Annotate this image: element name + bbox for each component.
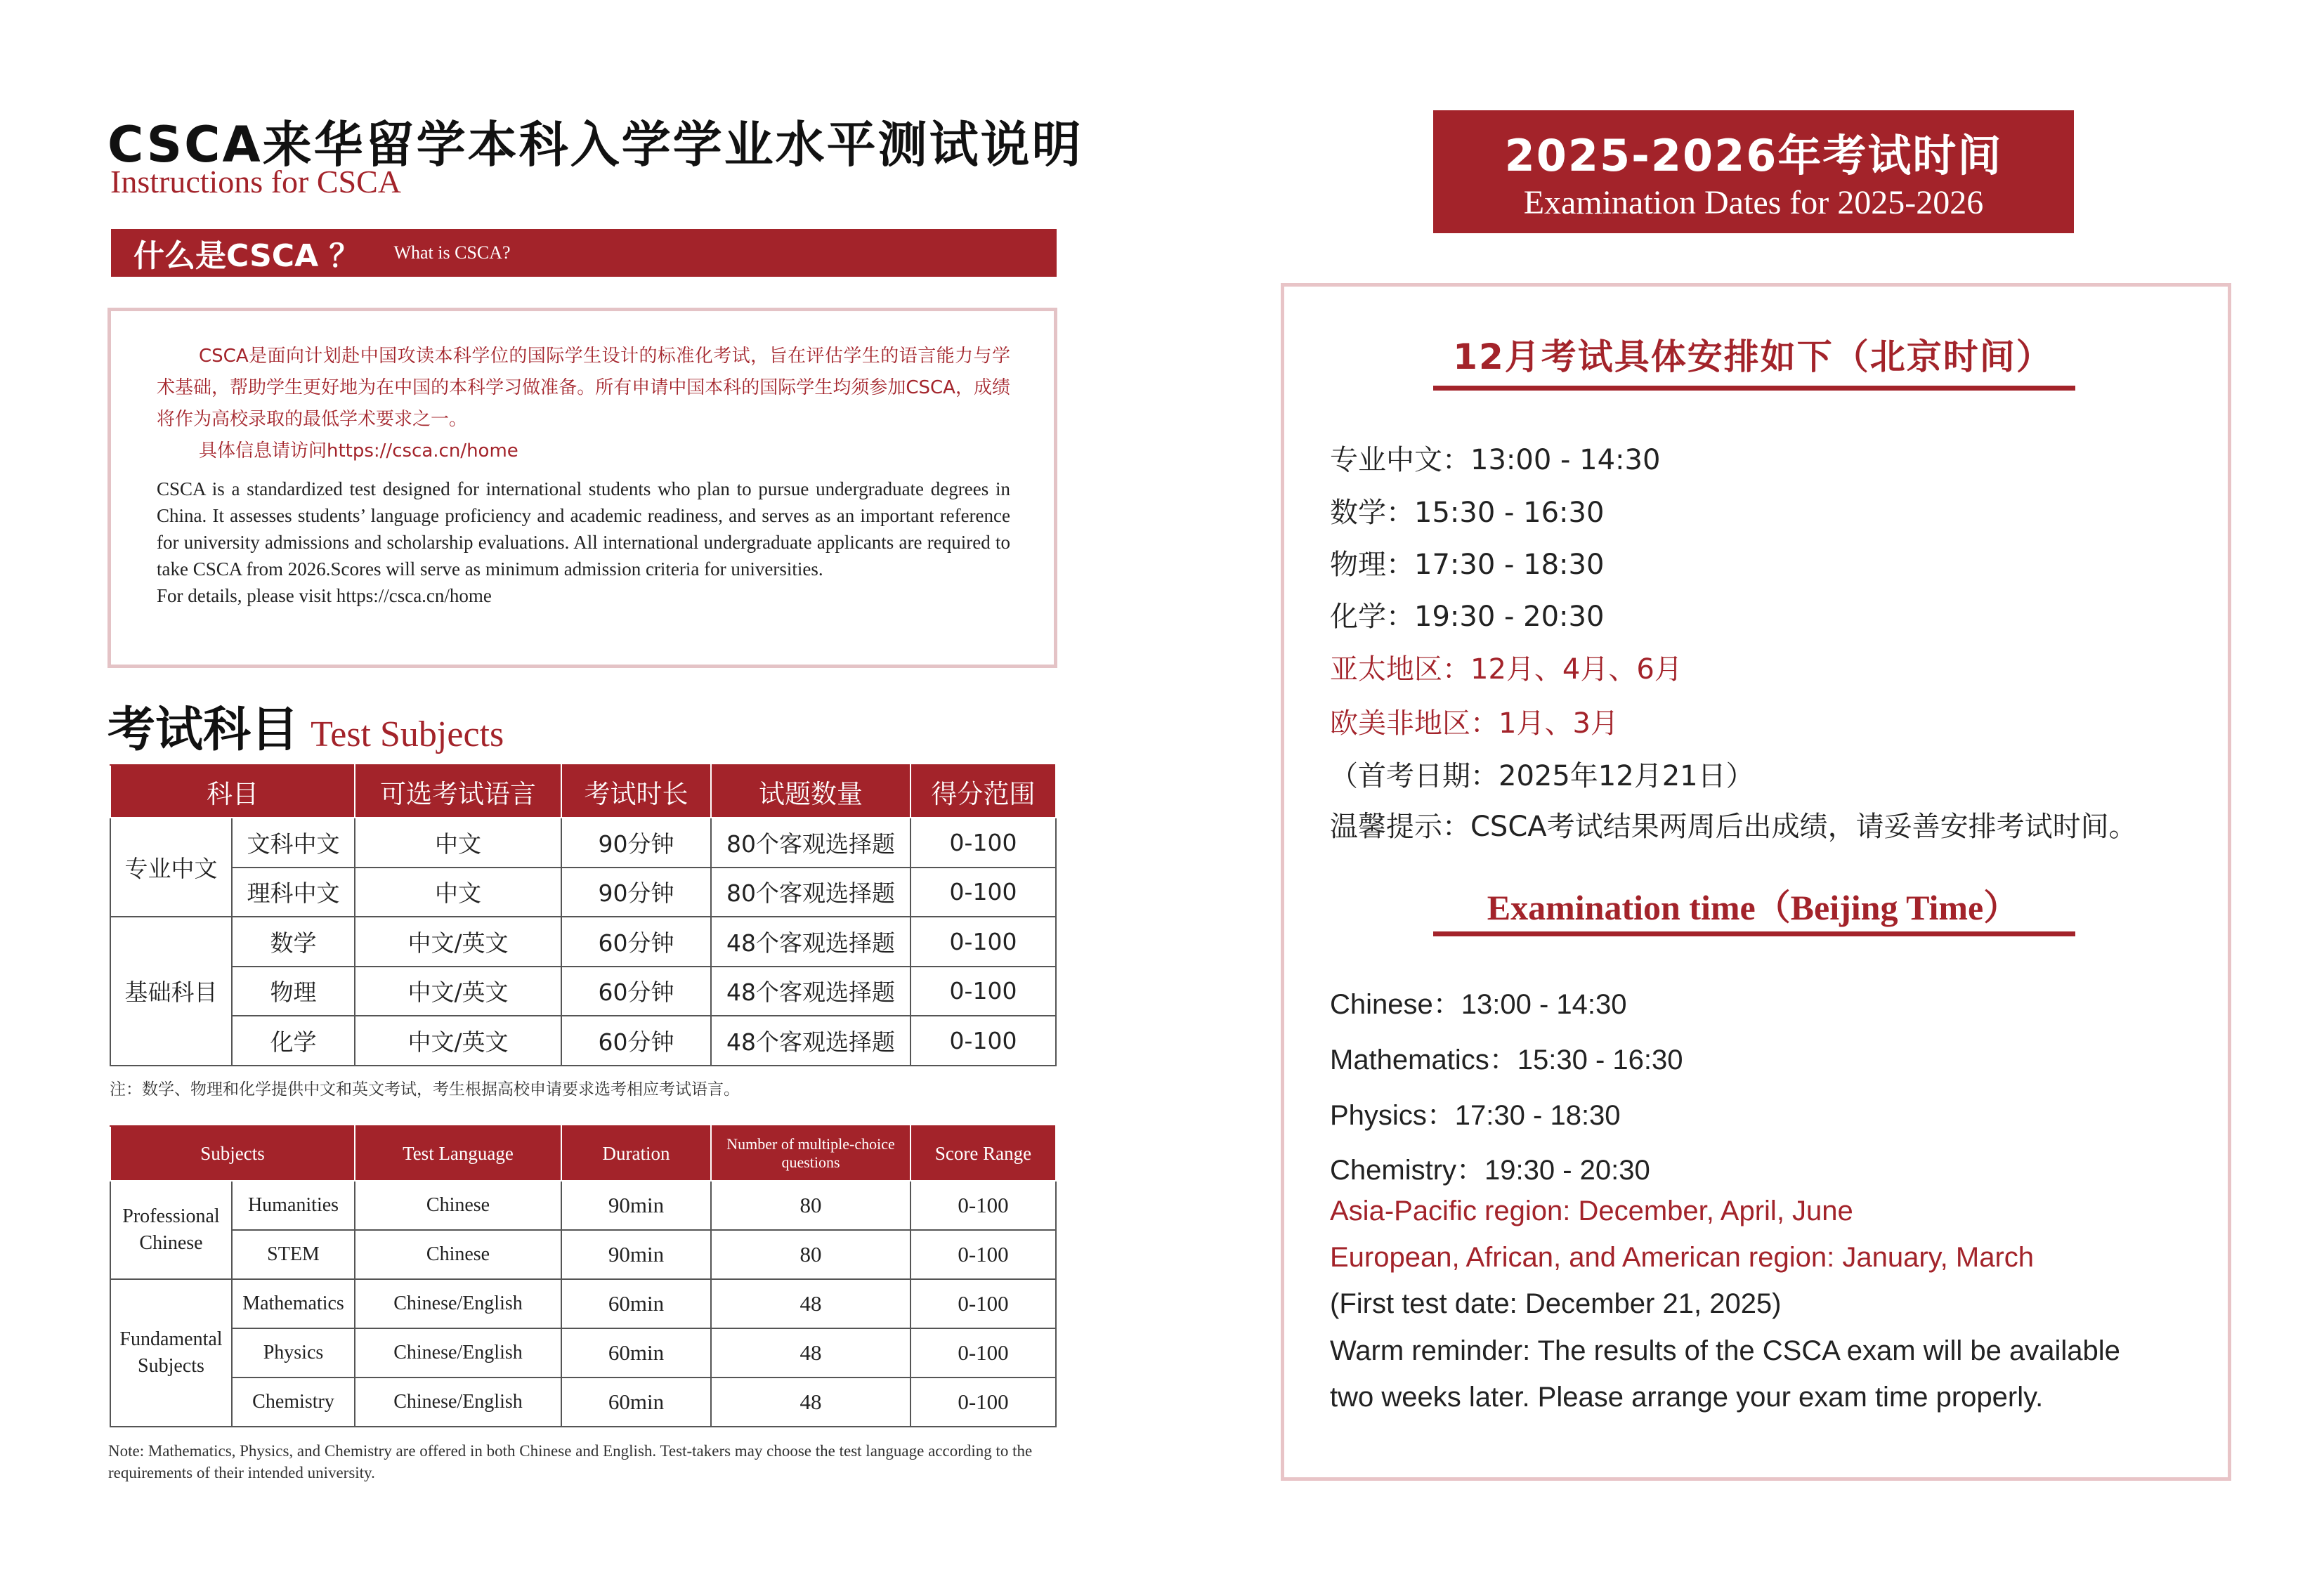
schedule-line-en: Physics：17:30 - 18:30 [1330, 1100, 1621, 1131]
table-cell: 0-100 [910, 1016, 1056, 1066]
table-cell: 中文/英文 [355, 917, 561, 967]
table-cell: 化学 [232, 1016, 355, 1066]
what-is-csca-banner [111, 229, 1057, 277]
region-line-en: European, African, and American region: January, March [1330, 1242, 2035, 1273]
table-row [110, 818, 1056, 868]
table-cell: 0-100 [910, 868, 1056, 917]
table-cell: 48 [711, 1328, 910, 1378]
test-subjects-heading [107, 692, 504, 760]
table-cell: 90分钟 [561, 868, 711, 917]
table-cell: 60分钟 [561, 917, 711, 967]
table-header-row [110, 1126, 1056, 1181]
table-header-cell: Score Range [910, 1126, 1056, 1181]
table-group-cell: Fundamental Subjects [110, 1279, 232, 1427]
table-header-cell: 得分范围 [910, 765, 1056, 818]
table-cell: 文科中文 [232, 818, 355, 868]
table-row [110, 1230, 1056, 1279]
table-header-cell: 可选考试语言 [355, 765, 561, 818]
table-cell: 90min [561, 1230, 711, 1279]
heading-underline [1433, 931, 2075, 936]
table-cell: Chinese/English [355, 1378, 561, 1427]
schedule-line-cn: 专业中文：13:00 - 14:30 [1330, 444, 1661, 476]
reminder-en: two weeks later. Please arrange your exam time properly. [1330, 1382, 2044, 1413]
heading-underline [1433, 386, 2075, 391]
table-cell: 中文/英文 [355, 967, 561, 1016]
table-cell: 60分钟 [561, 1016, 711, 1066]
table-cell: 48 [711, 1378, 910, 1427]
table-cell: 60min [561, 1378, 711, 1427]
test-subjects-heading-cn: 考试科目 [107, 702, 299, 758]
first-date-en: (First test date: December 21, 2025) [1330, 1288, 1782, 1319]
table-cell: 80个客观选择题 [711, 818, 910, 868]
reminder-cn: 温馨提示：CSCA考试结果两周后出成绩，请妥善安排考试时间。 [1330, 811, 2137, 843]
table-cell: Chemistry [232, 1378, 355, 1427]
table-cell: 90分钟 [561, 818, 711, 868]
table-cell: 80 [711, 1230, 910, 1279]
subjects-table-cn [110, 764, 1057, 1066]
exam-dates-title: 2025-2026年考试时间 [1504, 130, 2003, 181]
table-cell: 80 [711, 1181, 910, 1230]
table-cell: 0-100 [910, 818, 1056, 868]
table-cell: Chinese [355, 1230, 561, 1279]
table-header-cell: Duration [561, 1126, 711, 1181]
subjects-table-en [110, 1125, 1057, 1427]
table-row [110, 917, 1056, 967]
table-cell: 中文 [355, 818, 561, 868]
intro-link-cn[interactable]: 具体信息请访问https://csca.cn/home [199, 440, 518, 462]
schedule-line-cn: 化学：19:30 - 20:30 [1330, 601, 1605, 633]
page-title-cn: CSCA来华留学本科入学学业水平测试说明 [107, 116, 1083, 174]
table-note-en: Note: Mathematics, Physics, and Chemistry are offered in both Chinese and English. Test-takers may choose the test language according to the requirements of their intended university. [108, 1442, 1033, 1481]
schedule-heading-en: Examination time（Beijing Time） [1487, 888, 2019, 927]
exam-dates-banner [1433, 110, 2074, 233]
table-cell: Physics [232, 1328, 355, 1378]
page-title-en: Instructions for CSCA [110, 164, 401, 199]
table-row [110, 1378, 1056, 1427]
table-cell: STEM [232, 1230, 355, 1279]
table-cell: 48 [711, 1279, 910, 1328]
table-header-cell: 试题数量 [711, 765, 910, 818]
exam-dates-subtitle: Examination Dates for 2025-2026 [1523, 184, 1984, 221]
table-cell: 80个客观选择题 [711, 868, 910, 917]
table-row [110, 1279, 1056, 1328]
table-cell: Chinese [355, 1181, 561, 1230]
intro-link-en[interactable]: For details, please visit https://csca.cn/home [157, 585, 492, 606]
table-header-row [110, 765, 1056, 818]
region-line-cn: 亚太地区：12月、4月、6月 [1330, 653, 1683, 686]
table-cell: 90min [561, 1181, 711, 1230]
table-cell: Humanities [232, 1181, 355, 1230]
table-header-cell: 考试时长 [561, 765, 711, 818]
test-subjects-heading-en: Test Subjects [311, 714, 504, 754]
table-cell: 48个客观选择题 [711, 1016, 910, 1066]
table-group-cell: 专业中文 [110, 818, 232, 917]
table-row [110, 868, 1056, 917]
schedule-line-cn: 物理：17:30 - 18:30 [1330, 549, 1605, 581]
schedule-heading-cn: 12月考试具体安排如下（北京时间） [1453, 336, 2053, 377]
schedule-line-en: Mathematics：15:30 - 16:30 [1330, 1045, 1683, 1075]
table-cell: Chinese/English [355, 1279, 561, 1328]
table-cell: 60分钟 [561, 967, 711, 1016]
table-row [110, 1328, 1056, 1378]
table-row [110, 1181, 1056, 1230]
table-note-cn: 注：数学、物理和化学提供中文和英文考试，考生根据高校申请要求选考相应考试语言。 [110, 1080, 740, 1099]
table-header-cell: Test Language [355, 1126, 561, 1181]
table-cell: Chinese/English [355, 1328, 561, 1378]
first-date-cn: （首考日期：2025年12月21日） [1330, 760, 1754, 792]
table-header-cell: 科目 [110, 765, 355, 818]
table-cell: 48个客观选择题 [711, 917, 910, 967]
table-header-cell: Subjects [110, 1126, 355, 1181]
table-row [110, 1016, 1056, 1066]
table-cell: 理科中文 [232, 868, 355, 917]
intro-paragraph-cn: CSCA是面向计划赴中国攻读本科学位的国际学生设计的标准化考试，旨在评估学生的语言能力与学术基础，帮助学生更好地为在中国的本科学习做准备。所有申请中国本科的国际学生均须参加CSCA，成绩将作为高校录取的最低学术要求之一。 [157, 346, 1010, 430]
table-cell: 60min [561, 1279, 711, 1328]
intro-box [107, 308, 1057, 668]
schedule-line-cn: 数学：15:30 - 16:30 [1330, 497, 1605, 529]
table-row [110, 967, 1056, 1016]
table-cell: 0-100 [910, 967, 1056, 1016]
intro-paragraph-en: CSCA is a standardized test designed for international students who plan to pursue undergraduate degrees in China. It assesses students’ language proficiency and academic readiness, and serves as an important reference for university admissions and scholarship evaluations. All international undergraduate applicants are required to take CSCA from 2026.Scores will serve as minimum admission criteria for universities. [157, 478, 1010, 580]
table-cell: 物理 [232, 967, 355, 1016]
table-header-cell: Number of multiple-choice questions [711, 1126, 910, 1181]
table-cell: 0-100 [910, 1279, 1056, 1328]
schedule-line-en: Chemistry：19:30 - 20:30 [1330, 1155, 1650, 1186]
what-is-csca-en: What is CSCA? [393, 242, 511, 263]
table-cell: 48个客观选择题 [711, 967, 910, 1016]
table-cell: 0-100 [910, 1181, 1056, 1230]
table-cell: 中文/英文 [355, 1016, 561, 1066]
table-cell: 0-100 [910, 1328, 1056, 1378]
table-cell: 数学 [232, 917, 355, 967]
table-group-cell: 基础科目 [110, 917, 232, 1066]
table-cell: Mathematics [232, 1279, 355, 1328]
table-cell: 中文 [355, 868, 561, 917]
table-cell: 0-100 [910, 1230, 1056, 1279]
schedule-line-en: Chinese：13:00 - 14:30 [1330, 989, 1627, 1020]
reminder-en: Warm reminder: The results of the CSCA exam will be available [1330, 1335, 2120, 1366]
what-is-csca-cn: 什么是CSCA ？ [133, 238, 360, 274]
table-group-cell: Professional Chinese [110, 1181, 232, 1279]
table-cell: 60min [561, 1328, 711, 1378]
table-cell: 0-100 [910, 1378, 1056, 1427]
region-line-cn: 欧美非地区：1月、3月 [1330, 707, 1619, 740]
region-line-en: Asia-Pacific region: December, April, June [1330, 1196, 1853, 1226]
table-cell: 0-100 [910, 917, 1056, 967]
